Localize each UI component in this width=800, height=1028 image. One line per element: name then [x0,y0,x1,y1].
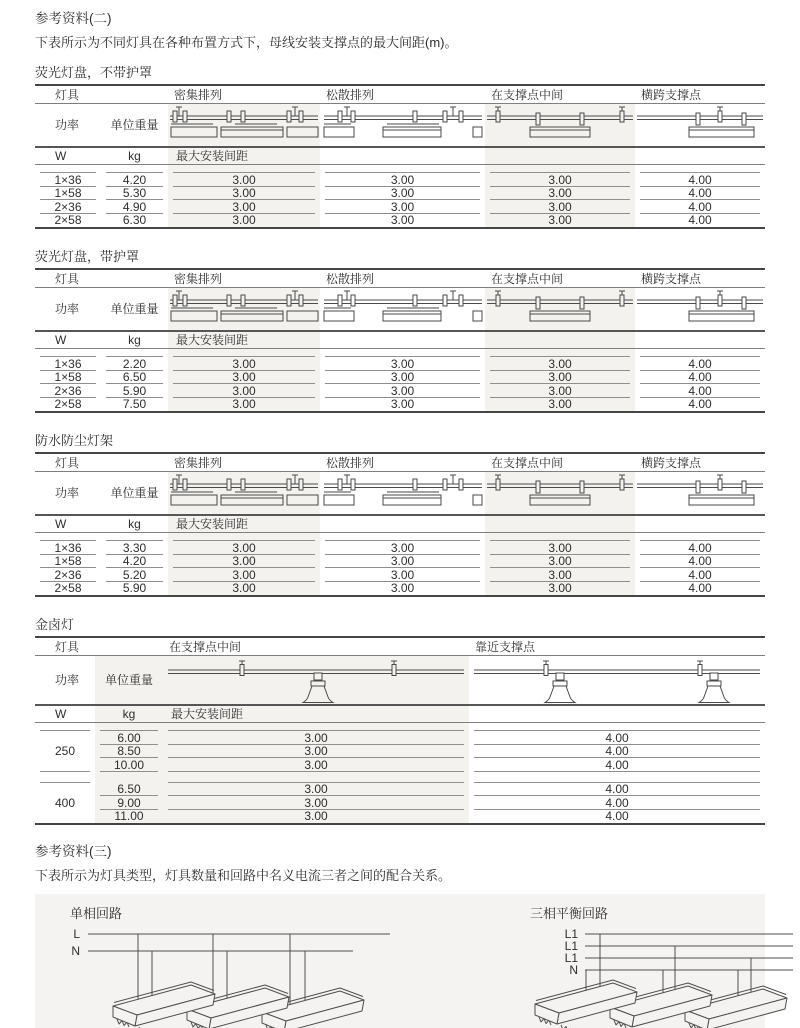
loose-value: 3.00 [320,173,485,187]
halide-near-support-diagram [469,656,765,704]
table-cell [485,516,635,532]
single-phase-title: 单相回路 [70,906,123,921]
three-phase-circuit-diagram [465,910,795,1028]
loose-value: 3.00 [320,541,485,555]
dense-value: 3.00 [168,214,320,228]
table-cell [101,165,168,173]
mid-value: 3.00 [485,555,635,569]
table-cell [35,533,101,541]
mid-value: 3.00 [163,731,469,745]
table-cell [485,332,635,348]
table-cell [320,332,485,348]
table-cell [485,349,635,357]
row-header-power: 功率 [55,486,80,500]
table-cell [635,349,765,357]
weight-cell: 9.00 [95,796,163,810]
table-cell [485,165,635,173]
power-cell: 250 [35,731,95,772]
col-header-across-support: 横跨支撑点 [641,455,702,470]
mid-value: 3.00 [485,173,635,187]
row-header-power: 功率 [55,302,80,316]
fluorescent-cover-table [35,268,765,413]
three-phase-title: 三相平衡回路 [530,906,609,921]
weight-cell: 7.50 [122,397,147,412]
power-cell: 1×36 [35,541,101,555]
table-cell [35,772,95,783]
table-cell [469,723,765,731]
row-header-unit-weight: 单位重量 [110,486,159,500]
mid-value: 3.00 [485,187,635,201]
table-cell [469,706,765,722]
unit-kg: kg [128,333,141,347]
loose-value: 3.00 [320,384,485,398]
loose-value: 3.00 [390,213,415,228]
page-title-2: 参考资料(三) [35,844,112,859]
unit-watt: W [55,149,67,163]
mid-value: 3.00 [485,371,635,385]
dense-value: 3.00 [168,357,320,371]
single-phase-circuit-diagram [35,916,435,1028]
weight-cell: 6.50 [95,783,163,797]
page-title: 参考资料(二) [35,11,112,26]
across-support-diagram [635,104,765,146]
loose-arrangement-diagram [320,472,485,514]
weight-cell: 11.00 [95,810,163,824]
dense-value: 3.00 [168,568,320,582]
max-spacing-label: 最大安装间距 [168,148,320,164]
near-value: 4.00 [469,783,765,797]
mid-value: 3.00 [485,200,635,214]
dense-value: 3.00 [168,371,320,385]
power-cell: 1×58 [35,187,101,201]
line-label-L1-a: L1 [564,927,578,941]
loose-arrangement-diagram [320,288,485,330]
metal-halide-table [35,636,765,825]
mid-value: 3.00 [485,568,635,582]
power-cell: 2×58 [54,397,82,412]
mid-value: 3.00 [485,582,635,596]
mid-value: 3.00 [163,745,469,759]
mid-value: 3.00 [163,783,469,797]
page-subtitle-2: 下表所示为灯具类型，灯具数量和回路中名义电流三者之间的配合关系。 [35,868,452,883]
dense-value: 3.00 [168,555,320,569]
weight-cell: 5.30 [101,187,168,201]
unit-watt: W [55,517,67,531]
waterproof-table [35,452,765,597]
table-cell [320,349,485,357]
circuit-diagrams-panel [35,894,765,1028]
dense-value: 3.00 [168,582,320,596]
weight-cell: 5.20 [101,568,168,582]
row-header-unit-weight: 单位重量 [110,302,159,316]
across-support-diagram [635,472,765,514]
col-header-across-support: 横跨支撑点 [641,271,702,286]
dense-value: 3.00 [168,541,320,555]
dense-arrangement-diagram [168,104,320,146]
mid-value: 3.00 [163,796,469,810]
table-cell [320,165,485,173]
loose-arrangement-diagram [320,104,485,146]
across-value: 4.00 [635,371,765,385]
table-cell [168,349,320,357]
page-subtitle: 下表所示为不同灯具在各种布置方式下，母线安装支撑点的最大间距(m)。 [35,35,458,50]
col-header-across-support: 横跨支撑点 [641,87,702,102]
line-label-L1-b: L1 [564,939,578,953]
across-value: 4.00 [635,541,765,555]
col-header-mid-support: 在支撑点中间 [491,271,564,286]
table-cell [95,772,163,783]
dense-value: 3.00 [168,173,320,187]
col-header-mid-support: 在支撑点中间 [169,639,242,654]
near-value: 4.00 [469,731,765,745]
weight-cell: 2.20 [101,357,168,371]
weight-cell: 4.90 [101,200,168,214]
power-cell: 2×36 [35,384,101,398]
power-cell: 400 [54,795,76,810]
col-header-near-support: 靠近支撑点 [475,639,536,654]
row-header-unit-weight: 单位重量 [110,118,159,132]
across-value: 4.00 [635,187,765,201]
across-value: 4.00 [635,555,765,569]
across-support-diagram [635,288,765,330]
across-value: 4.00 [688,397,712,412]
loose-value: 3.00 [320,371,485,385]
col-header-dense: 密集排列 [174,87,223,102]
weight-cell: 4.20 [101,173,168,187]
across-value: 4.00 [688,213,712,228]
mid-support-diagram [485,472,635,514]
halide-mid-support-diagram [163,656,469,704]
across-value: 4.00 [635,357,765,371]
power-cell: 2×36 [35,568,101,582]
row-header-power: 功率 [55,118,80,132]
max-spacing-label: 最大安装间距 [168,516,320,532]
near-value: 4.00 [469,745,765,759]
unit-watt: W [55,707,67,721]
loose-value: 3.00 [390,397,415,412]
line-label-N: N [569,963,578,977]
dense-value: 3.00 [168,200,320,214]
table-cell [635,165,765,173]
loose-value: 3.00 [320,200,485,214]
col-header-dense: 密集排列 [174,271,223,286]
loose-value: 3.00 [390,581,415,596]
table-cell [95,723,163,731]
table-cell [320,516,485,532]
power-cell: 1×36 [35,357,101,371]
line-label-N: N [71,944,80,958]
power-cell: 1×58 [35,555,101,569]
weight-cell: 10.00 [95,758,163,772]
table-cell [168,533,320,541]
loose-value: 3.00 [320,568,485,582]
dense-arrangement-diagram [168,288,320,330]
row-header-power: 功率 [55,673,80,687]
weight-cell: 8.50 [95,745,163,759]
mid-value: 3.00 [485,541,635,555]
across-value: 4.00 [635,384,765,398]
table-cell [469,772,765,783]
power-cell: 1×58 [35,371,101,385]
table-cell [163,723,469,731]
section-title-metal-halide: 金卤灯 [35,617,75,632]
loose-value: 3.00 [320,357,485,371]
weight-cell: 6.30 [122,213,147,228]
weight-cell: 5.90 [122,581,147,596]
section-title-waterproof: 防水防尘灯架 [35,433,114,448]
line-label-L: L [73,927,80,941]
mid-value: 3.00 [163,810,469,824]
across-value: 4.00 [635,173,765,187]
across-value: 4.00 [635,568,765,582]
col-header-loose: 松散排列 [326,455,375,470]
table-cell [35,165,101,173]
dense-arrangement-diagram [168,472,320,514]
mid-support-diagram [485,104,635,146]
row-header-unit-weight: 单位重量 [95,656,163,704]
max-spacing-label: 最大安装间距 [163,706,469,722]
mid-value: 3.00 [485,357,635,371]
loose-value: 3.00 [320,555,485,569]
table-cell [35,349,101,357]
dense-value: 3.00 [168,398,320,412]
loose-value: 3.00 [320,187,485,201]
near-value: 4.00 [469,758,765,772]
table-cell [168,165,320,173]
table-cell [35,723,95,731]
table-cell [320,148,485,164]
max-spacing-label: 最大安装间距 [168,332,320,348]
col-header-fixture: 灯具 [55,639,80,654]
across-value: 4.00 [635,200,765,214]
table-cell [101,349,168,357]
weight-cell: 5.90 [101,384,168,398]
col-header-fixture: 灯具 [55,455,80,470]
unit-kg: kg [128,149,141,163]
mid-value: 3.00 [163,758,469,772]
dense-value: 3.00 [168,187,320,201]
power-cell: 2×58 [54,213,82,228]
weight-cell: 6.00 [95,731,163,745]
table-cell [635,516,765,532]
mid-value: 3.00 [485,384,635,398]
weight-cell: 6.50 [101,371,168,385]
power-cell: 2×58 [54,581,82,596]
table-cell [635,332,765,348]
col-header-mid-support: 在支撑点中间 [491,455,564,470]
mid-value: 3.00 [485,398,635,412]
section-title-fluorescent-no-cover: 荧光灯盘，不带护罩 [35,65,153,80]
col-header-mid-support: 在支撑点中间 [491,87,564,102]
col-header-dense: 密集排列 [174,455,223,470]
table-cell [163,772,469,783]
col-header-fixture: 灯具 [55,271,80,286]
table-cell [485,148,635,164]
weight-cell: 3.30 [101,541,168,555]
table-cell [485,533,635,541]
weight-cell: 4.20 [101,555,168,569]
mid-value: 3.00 [485,214,635,228]
col-header-loose: 松散排列 [326,87,375,102]
near-value: 4.00 [469,796,765,810]
section-title-fluorescent-cover: 荧光灯盘，带护罩 [35,249,140,264]
mid-support-diagram [485,288,635,330]
dense-value: 3.00 [168,384,320,398]
power-cell: 2×36 [35,200,101,214]
unit-kg: kg [95,706,163,722]
table-cell [320,533,485,541]
unit-kg: kg [128,517,141,531]
table-cell [635,148,765,164]
line-label-L1-c: L1 [564,951,578,965]
table-cell [635,533,765,541]
across-value: 4.00 [688,581,712,596]
power-cell: 1×36 [35,173,101,187]
col-header-fixture: 灯具 [55,87,80,102]
col-header-loose: 松散排列 [326,271,375,286]
table-cell [101,533,168,541]
near-value: 4.00 [605,809,629,824]
fluorescent-no-cover-table [35,84,765,229]
unit-watt: W [55,333,67,347]
